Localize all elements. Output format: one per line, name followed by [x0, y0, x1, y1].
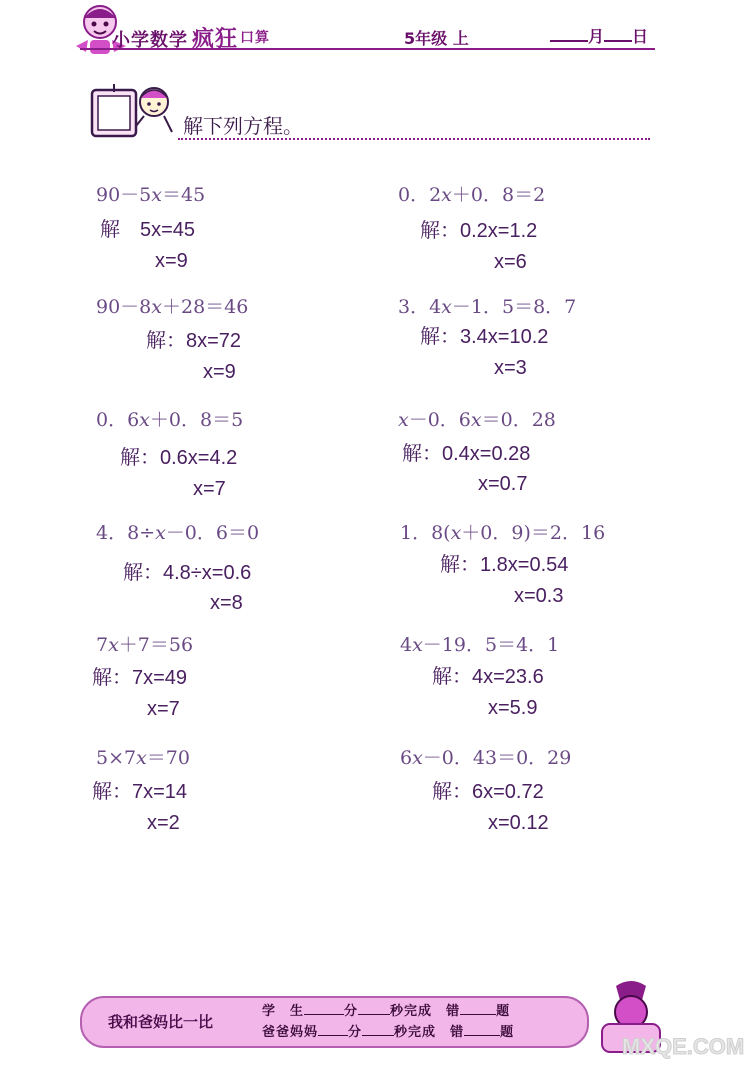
solution-answer: x=2	[147, 812, 180, 834]
problem-equation: 4𝑥－19．5＝4．1	[400, 634, 560, 656]
minute-label: 分	[348, 1025, 363, 1040]
problem-equation: 1．8(𝑥＋0．9)＝2．16	[400, 522, 606, 544]
solution-answer: x=3	[494, 357, 527, 379]
header-divider	[80, 48, 655, 50]
solution-answer: x=0.3	[514, 585, 564, 607]
problem-equation: 3．4𝑥－1．5＝8．7	[398, 296, 577, 318]
section-dotted-divider	[178, 138, 650, 140]
error-label: 错	[446, 1004, 461, 1019]
svg-text:MXQE.COM: MXQE.COM	[622, 1034, 745, 1059]
section-title: 解下列方程。	[183, 114, 303, 138]
solution-step: 解：3.4x=10.2	[420, 326, 549, 348]
page-header	[0, 0, 750, 60]
footer-row-parents	[262, 1021, 514, 1040]
solution-step: 解：0.6x=4.2	[120, 447, 238, 469]
watermark	[618, 1026, 746, 1062]
solution-answer: x=0.7	[478, 473, 528, 495]
solution-answer: x=7	[147, 698, 180, 720]
solution-answer: x=9	[155, 250, 188, 272]
solution-step: 解：8x=72	[146, 330, 242, 352]
problem-equation: 7𝑥＋7＝56	[96, 634, 194, 656]
solution-answer: x=6	[494, 251, 527, 273]
minute-label: 分	[344, 1004, 359, 1019]
grade-label: 5年级 上	[404, 29, 469, 48]
solution-answer: x=5.9	[488, 697, 538, 719]
solution-step: 解：7x=14	[92, 781, 188, 803]
problem-equation: 0．6𝑥＋0．8＝5	[96, 409, 244, 431]
second-label: 秒完成	[390, 1004, 433, 1019]
problem-equation: 𝑥－0．6𝑥＝0．28	[398, 409, 556, 431]
footer-row-student	[262, 1000, 510, 1019]
day-blank	[604, 26, 632, 42]
problem-equation: 0．2𝑥＋0．8＝2	[398, 184, 546, 206]
month-label: 月	[588, 27, 605, 46]
student-label: 学 生	[262, 1004, 305, 1019]
solution-step: 解：1.8x=0.54	[440, 554, 569, 576]
problem-equation: 4．8÷𝑥－0．6＝0	[96, 522, 260, 544]
question-label: 题	[496, 1004, 511, 1019]
book-title: 小学数学 疯狂 $^{口算}$	[112, 27, 271, 52]
blank	[304, 1002, 344, 1015]
date-field	[550, 24, 648, 47]
problem-equation: 90－5𝑥＝45	[96, 184, 206, 206]
question-label: 题	[500, 1025, 515, 1040]
solution-step: 解：0.4x=0.28	[402, 443, 531, 465]
solution-answer: x=0.12	[488, 812, 549, 834]
solution-step: 解：0.2x=1.2	[420, 220, 538, 242]
solution-step: 解：4.8÷x=0.6	[123, 562, 252, 584]
watermark-logo-icon	[618, 1026, 746, 1062]
solution-answer: x=9	[203, 361, 236, 383]
solution-answer: x=8	[210, 592, 243, 614]
blank	[460, 1002, 496, 1015]
second-label: 秒完成	[394, 1025, 437, 1040]
problem-equation: 5×7𝑥＝70	[96, 747, 190, 769]
solution-step: 解：7x=49	[92, 667, 188, 689]
blank	[318, 1023, 348, 1036]
solution-step: 解 5x=45	[100, 219, 196, 241]
day-label: 日	[632, 27, 649, 46]
solution-step: 解：4x=23.6	[432, 666, 544, 688]
error-label: 错	[450, 1025, 465, 1040]
month-blank	[550, 26, 588, 42]
girl-with-board-icon	[88, 82, 180, 144]
solution-step: 解：6x=0.72	[432, 781, 544, 803]
book-title-kousuan: 口算	[240, 30, 271, 46]
blank	[358, 1002, 390, 1015]
footer-title: 我和爸妈比一比	[108, 1013, 214, 1031]
book-title-crazy: 疯狂	[192, 27, 239, 52]
blank	[362, 1023, 394, 1036]
problem-equation: 6𝑥－0．43＝0．29	[400, 747, 572, 769]
solution-answer: x=7	[193, 478, 226, 500]
parents-label: 爸爸妈妈	[262, 1025, 319, 1040]
blank	[464, 1023, 500, 1036]
problem-equation: 90－8𝑥＋28＝46	[96, 296, 249, 318]
